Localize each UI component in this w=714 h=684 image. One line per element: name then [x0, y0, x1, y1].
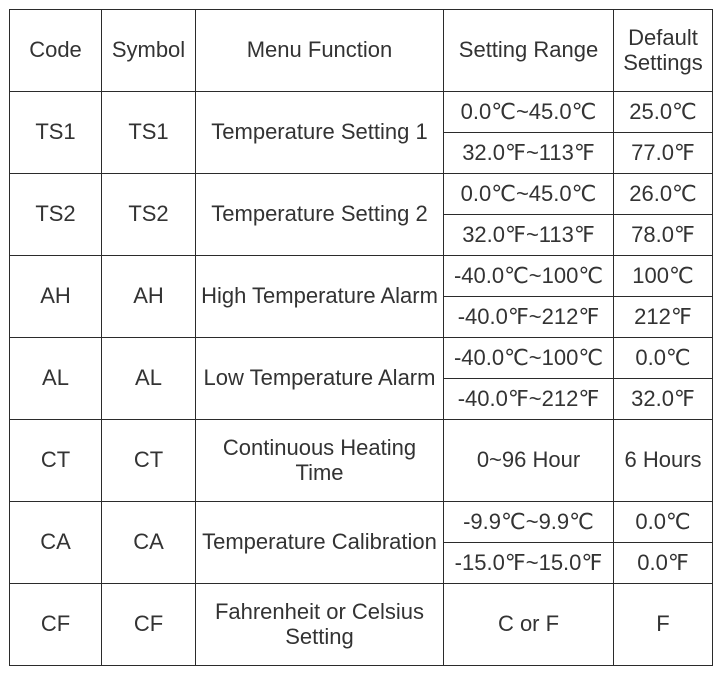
table-row — [10, 174, 713, 215]
function-cell: Temperature Setting 2 — [196, 174, 444, 256]
range-cell: 0~96 Hour — [444, 420, 614, 502]
range-fahrenheit-cell: -15.0℉~15.0℉ — [444, 543, 614, 584]
function-cell: Fahrenheit or Celsius Setting — [196, 584, 444, 666]
code-cell: TS1 — [10, 92, 102, 174]
function-cell: High Temperature Alarm — [196, 256, 444, 338]
function-cell: Temperature Setting 1 — [196, 92, 444, 174]
default-celsius-cell: 25.0℃ — [614, 92, 713, 133]
table-row — [10, 420, 713, 502]
default-cell: 6 Hours — [614, 420, 713, 502]
range-fahrenheit-cell: -40.0℉~212℉ — [444, 297, 614, 338]
range-fahrenheit-cell: 32.0℉~113℉ — [444, 215, 614, 256]
header-default-settings: Default Settings — [614, 10, 713, 92]
header-symbol: Symbol — [102, 10, 196, 92]
symbol-cell: AH — [102, 256, 196, 338]
code-cell: AL — [10, 338, 102, 420]
header-menu-function: Menu Function — [196, 10, 444, 92]
code-cell: AH — [10, 256, 102, 338]
range-celsius-cell: 0.0℃~45.0℃ — [444, 92, 614, 133]
table-row — [10, 338, 713, 379]
default-celsius-cell: 0.0℃ — [614, 338, 713, 379]
code-cell: CF — [10, 584, 102, 666]
code-cell: TS2 — [10, 174, 102, 256]
function-cell: Continuous Heating Time — [196, 420, 444, 502]
symbol-cell: CA — [102, 502, 196, 584]
table-row — [10, 92, 713, 133]
default-fahrenheit-cell: 0.0℉ — [614, 543, 713, 584]
table-row — [10, 256, 713, 297]
default-celsius-cell: 0.0℃ — [614, 502, 713, 543]
range-fahrenheit-cell: 32.0℉~113℉ — [444, 133, 614, 174]
default-celsius-cell: 100℃ — [614, 256, 713, 297]
range-celsius-cell: -40.0℃~100℃ — [444, 256, 614, 297]
function-cell: Temperature Calibration — [196, 502, 444, 584]
default-celsius-cell: 26.0℃ — [614, 174, 713, 215]
symbol-cell: CT — [102, 420, 196, 502]
range-celsius-cell: -9.9℃~9.9℃ — [444, 502, 614, 543]
symbol-cell: TS2 — [102, 174, 196, 256]
range-celsius-cell: -40.0℃~100℃ — [444, 338, 614, 379]
range-fahrenheit-cell: -40.0℉~212℉ — [444, 379, 614, 420]
code-cell: CT — [10, 420, 102, 502]
code-cell: CA — [10, 502, 102, 584]
symbol-cell: AL — [102, 338, 196, 420]
table-row — [10, 502, 713, 543]
range-celsius-cell: 0.0℃~45.0℃ — [444, 174, 614, 215]
menu-settings-table — [9, 9, 713, 666]
symbol-cell: CF — [102, 584, 196, 666]
default-fahrenheit-cell: 78.0℉ — [614, 215, 713, 256]
default-fahrenheit-cell: 32.0℉ — [614, 379, 713, 420]
header-row — [10, 10, 713, 92]
header-code: Code — [10, 10, 102, 92]
default-cell: F — [614, 584, 713, 666]
range-cell: C or F — [444, 584, 614, 666]
function-cell: Low Temperature Alarm — [196, 338, 444, 420]
header-setting-range: Setting Range — [444, 10, 614, 92]
default-fahrenheit-cell: 77.0℉ — [614, 133, 713, 174]
table-row — [10, 584, 713, 666]
default-fahrenheit-cell: 212℉ — [614, 297, 713, 338]
symbol-cell: TS1 — [102, 92, 196, 174]
